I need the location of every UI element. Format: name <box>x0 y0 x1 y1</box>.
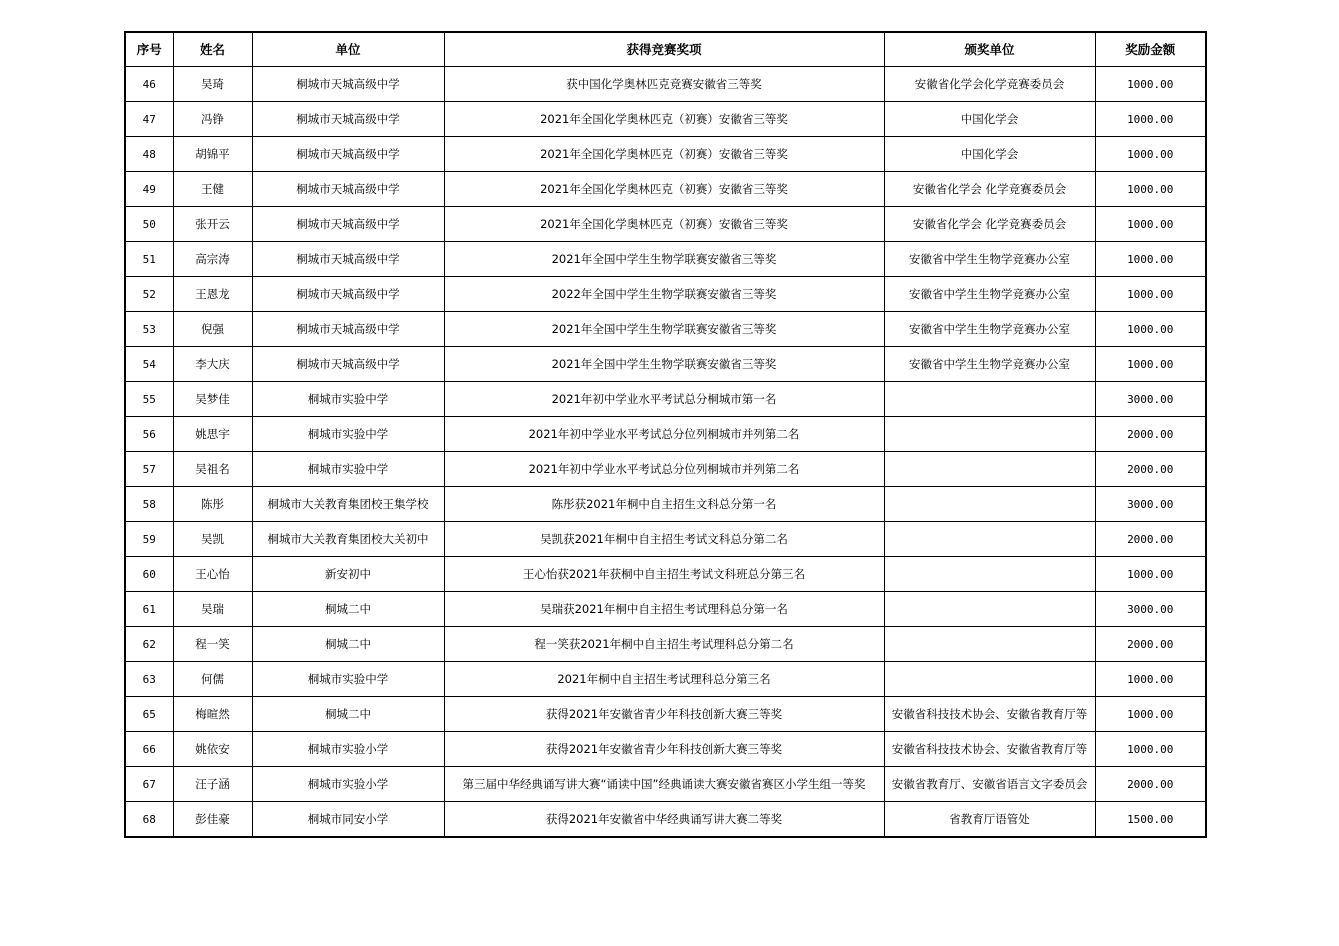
cell-unit: 桐城市实验小学 <box>252 767 444 802</box>
cell-unit: 桐城市天城高级中学 <box>252 102 444 137</box>
cell-amount: 2000.00 <box>1095 452 1206 487</box>
table-row <box>125 242 1206 277</box>
cell-name: 吴瑞 <box>173 592 252 627</box>
cell-name: 吴凯 <box>173 522 252 557</box>
cell-unit: 桐城市天城高级中学 <box>252 347 444 382</box>
cell-unit: 桐城市实验中学 <box>252 662 444 697</box>
cell-index: 52 <box>125 277 173 312</box>
cell-amount: 3000.00 <box>1095 382 1206 417</box>
cell-name: 何儒 <box>173 662 252 697</box>
cell-name: 姚思宇 <box>173 417 252 452</box>
cell-amount: 3000.00 <box>1095 487 1206 522</box>
cell-award: 获中国化学奥林匹克竞赛安徽省三等奖 <box>444 67 884 102</box>
table-row <box>125 697 1206 732</box>
cell-award: 2021年初中学业水平考试总分位列桐城市并列第二名 <box>444 417 884 452</box>
cell-award: 2021年全国化学奥林匹克（初赛）安徽省三等奖 <box>444 207 884 242</box>
cell-issuer <box>884 627 1095 662</box>
cell-award: 获得2021年安徽省中华经典诵写讲大赛二等奖 <box>444 802 884 838</box>
cell-issuer: 安徽省教育厅、安徽省语言文字委员会 <box>884 767 1095 802</box>
cell-name: 吴祖名 <box>173 452 252 487</box>
cell-unit: 桐城市实验小学 <box>252 732 444 767</box>
cell-unit: 桐城市天城高级中学 <box>252 277 444 312</box>
cell-issuer: 安徽省科技技术协会、安徽省教育厅等 <box>884 732 1095 767</box>
cell-name: 程一笑 <box>173 627 252 662</box>
cell-name: 姚依安 <box>173 732 252 767</box>
table-row <box>125 767 1206 802</box>
cell-name: 胡锦平 <box>173 137 252 172</box>
cell-issuer: 安徽省中学生生物学竞赛办公室 <box>884 277 1095 312</box>
cell-name: 陈彤 <box>173 487 252 522</box>
header-amount: 奖励金额 <box>1095 32 1206 67</box>
cell-amount: 1000.00 <box>1095 312 1206 347</box>
table-row <box>125 417 1206 452</box>
table-row <box>125 627 1206 662</box>
cell-issuer: 安徽省化学会化学竞赛委员会 <box>884 67 1095 102</box>
cell-index: 62 <box>125 627 173 662</box>
cell-amount: 1000.00 <box>1095 242 1206 277</box>
cell-name: 高宗涛 <box>173 242 252 277</box>
cell-award: 获得2021年安徽省青少年科技创新大赛三等奖 <box>444 732 884 767</box>
cell-name: 王健 <box>173 172 252 207</box>
cell-issuer <box>884 557 1095 592</box>
table-header <box>125 32 1206 67</box>
cell-index: 48 <box>125 137 173 172</box>
cell-unit: 桐城市天城高级中学 <box>252 242 444 277</box>
header-award: 获得竞赛奖项 <box>444 32 884 67</box>
cell-name: 彭佳豪 <box>173 802 252 838</box>
cell-name: 吴梦佳 <box>173 382 252 417</box>
cell-issuer <box>884 522 1095 557</box>
table-row <box>125 802 1206 838</box>
cell-amount: 2000.00 <box>1095 522 1206 557</box>
table-row <box>125 172 1206 207</box>
header-name: 姓名 <box>173 32 252 67</box>
cell-amount: 1000.00 <box>1095 557 1206 592</box>
cell-amount: 2000.00 <box>1095 767 1206 802</box>
cell-name: 吴琦 <box>173 67 252 102</box>
cell-amount: 1000.00 <box>1095 67 1206 102</box>
cell-index: 61 <box>125 592 173 627</box>
cell-index: 67 <box>125 767 173 802</box>
cell-issuer <box>884 417 1095 452</box>
cell-index: 68 <box>125 802 173 838</box>
cell-issuer: 安徽省中学生生物学竞赛办公室 <box>884 312 1095 347</box>
cell-amount: 2000.00 <box>1095 627 1206 662</box>
cell-name: 王恩龙 <box>173 277 252 312</box>
cell-amount: 1000.00 <box>1095 207 1206 242</box>
cell-index: 63 <box>125 662 173 697</box>
cell-amount: 2000.00 <box>1095 417 1206 452</box>
cell-amount: 1000.00 <box>1095 662 1206 697</box>
cell-index: 53 <box>125 312 173 347</box>
cell-amount: 1000.00 <box>1095 697 1206 732</box>
cell-name: 李大庆 <box>173 347 252 382</box>
cell-name: 王心怡 <box>173 557 252 592</box>
cell-award: 2021年全国化学奥林匹克（初赛）安徽省三等奖 <box>444 172 884 207</box>
cell-index: 55 <box>125 382 173 417</box>
table-row <box>125 557 1206 592</box>
cell-amount: 1000.00 <box>1095 137 1206 172</box>
cell-issuer <box>884 662 1095 697</box>
cell-issuer: 安徽省化学会 化学竞赛委员会 <box>884 172 1095 207</box>
cell-unit: 桐城市天城高级中学 <box>252 137 444 172</box>
cell-name: 张开云 <box>173 207 252 242</box>
cell-issuer: 安徽省化学会 化学竞赛委员会 <box>884 207 1095 242</box>
table-row <box>125 207 1206 242</box>
header-row <box>125 32 1206 67</box>
table-row <box>125 592 1206 627</box>
cell-award: 获得2021年安徽省青少年科技创新大赛三等奖 <box>444 697 884 732</box>
cell-name: 冯铮 <box>173 102 252 137</box>
cell-award: 第三届中华经典诵写讲大赛“诵读中国”经典诵读大赛安徽省赛区小学生组一等奖 <box>444 767 884 802</box>
table-row <box>125 487 1206 522</box>
cell-unit: 桐城市实验中学 <box>252 452 444 487</box>
cell-award: 陈彤获2021年桐中自主招生文科总分第一名 <box>444 487 884 522</box>
cell-issuer: 安徽省中学生生物学竞赛办公室 <box>884 347 1095 382</box>
cell-award: 2022年全国中学生生物学联赛安徽省三等奖 <box>444 277 884 312</box>
cell-index: 49 <box>125 172 173 207</box>
cell-unit: 桐城二中 <box>252 592 444 627</box>
table-row <box>125 452 1206 487</box>
cell-award: 吴凯获2021年桐中自主招生考试文科总分第二名 <box>444 522 884 557</box>
cell-award: 王心怡获2021年获桐中自主招生考试文科班总分第三名 <box>444 557 884 592</box>
cell-award: 2021年全国中学生生物学联赛安徽省三等奖 <box>444 347 884 382</box>
cell-issuer <box>884 382 1095 417</box>
table-row <box>125 102 1206 137</box>
cell-amount: 1000.00 <box>1095 732 1206 767</box>
cell-unit: 新安初中 <box>252 557 444 592</box>
cell-award: 2021年全国化学奥林匹克（初赛）安徽省三等奖 <box>444 102 884 137</box>
cell-index: 54 <box>125 347 173 382</box>
table-row <box>125 347 1206 382</box>
cell-unit: 桐城二中 <box>252 697 444 732</box>
cell-award: 2021年全国化学奥林匹克（初赛）安徽省三等奖 <box>444 137 884 172</box>
cell-amount: 1000.00 <box>1095 347 1206 382</box>
cell-index: 47 <box>125 102 173 137</box>
cell-issuer: 中国化学会 <box>884 137 1095 172</box>
cell-index: 58 <box>125 487 173 522</box>
cell-name: 梅暄然 <box>173 697 252 732</box>
table-row <box>125 137 1206 172</box>
cell-unit: 桐城市同安小学 <box>252 802 444 838</box>
cell-issuer <box>884 592 1095 627</box>
cell-award: 吴瑞获2021年桐中自主招生考试理科总分第一名 <box>444 592 884 627</box>
table-row <box>125 382 1206 417</box>
cell-issuer: 中国化学会 <box>884 102 1095 137</box>
cell-award: 2021年初中学业水平考试总分桐城市第一名 <box>444 382 884 417</box>
cell-award: 2021年全国中学生生物学联赛安徽省三等奖 <box>444 312 884 347</box>
header-issuer: 颁奖单位 <box>884 32 1095 67</box>
cell-unit: 桐城市大关教育集团校大关初中 <box>252 522 444 557</box>
cell-issuer <box>884 452 1095 487</box>
cell-index: 46 <box>125 67 173 102</box>
cell-amount: 1000.00 <box>1095 172 1206 207</box>
cell-amount: 1500.00 <box>1095 802 1206 838</box>
cell-index: 50 <box>125 207 173 242</box>
cell-index: 51 <box>125 242 173 277</box>
cell-unit: 桐城市天城高级中学 <box>252 67 444 102</box>
cell-index: 56 <box>125 417 173 452</box>
cell-amount: 3000.00 <box>1095 592 1206 627</box>
cell-index: 60 <box>125 557 173 592</box>
table-row <box>125 662 1206 697</box>
cell-index: 65 <box>125 697 173 732</box>
cell-issuer: 安徽省中学生生物学竞赛办公室 <box>884 242 1095 277</box>
table-row <box>125 277 1206 312</box>
cell-issuer <box>884 487 1095 522</box>
cell-unit: 桐城市天城高级中学 <box>252 207 444 242</box>
cell-index: 59 <box>125 522 173 557</box>
table-row <box>125 67 1206 102</box>
cell-amount: 1000.00 <box>1095 277 1206 312</box>
cell-amount: 1000.00 <box>1095 102 1206 137</box>
cell-award: 2021年初中学业水平考试总分位列桐城市并列第二名 <box>444 452 884 487</box>
cell-unit: 桐城市实验中学 <box>252 417 444 452</box>
cell-index: 57 <box>125 452 173 487</box>
cell-unit: 桐城市天城高级中学 <box>252 312 444 347</box>
cell-award: 2021年全国中学生生物学联赛安徽省三等奖 <box>444 242 884 277</box>
cell-name: 倪强 <box>173 312 252 347</box>
header-unit: 单位 <box>252 32 444 67</box>
cell-name: 汪子涵 <box>173 767 252 802</box>
cell-unit: 桐城市天城高级中学 <box>252 172 444 207</box>
header-index: 序号 <box>125 32 173 67</box>
cell-issuer: 安徽省科技技术协会、安徽省教育厅等 <box>884 697 1095 732</box>
table-row <box>125 312 1206 347</box>
table-row <box>125 522 1206 557</box>
cell-unit: 桐城二中 <box>252 627 444 662</box>
table-body <box>125 67 1206 838</box>
table-row <box>125 732 1206 767</box>
cell-unit: 桐城市实验中学 <box>252 382 444 417</box>
cell-index: 66 <box>125 732 173 767</box>
cell-unit: 桐城市大关教育集团校王集学校 <box>252 487 444 522</box>
award-table <box>124 31 1207 838</box>
cell-issuer: 省教育厅语管处 <box>884 802 1095 838</box>
cell-award: 程一笑获2021年桐中自主招生考试理科总分第二名 <box>444 627 884 662</box>
cell-award: 2021年桐中自主招生考试理科总分第三名 <box>444 662 884 697</box>
